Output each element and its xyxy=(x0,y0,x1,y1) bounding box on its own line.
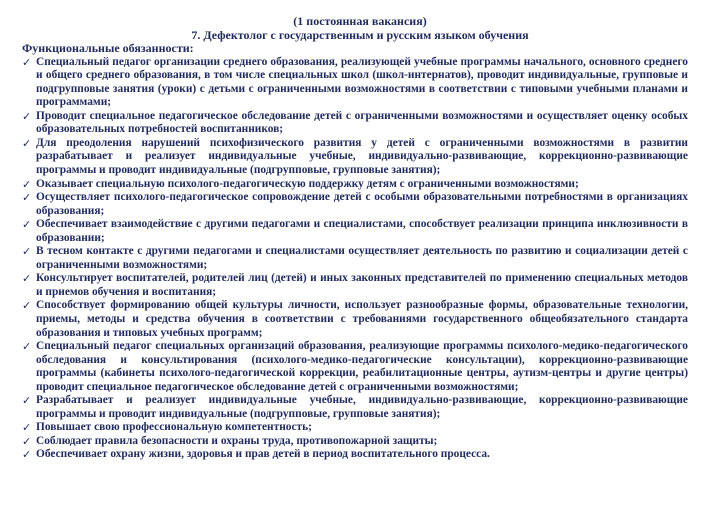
duties-list xyxy=(0,56,720,462)
duty-item xyxy=(22,448,688,462)
duty-text: Осуществляет психолого-педагогическое сопровождение детей с особыми образовательными потребностями в организациях образования; xyxy=(36,191,688,217)
section-title: Функциональные обязанности: xyxy=(22,41,194,55)
position-title: 7. Дефектолог с государственным и русским языком обучения xyxy=(191,28,529,42)
duty-text: Повышает свою профессиональную компетентность; xyxy=(36,421,312,434)
check-mark-icon: ✓ xyxy=(22,448,32,462)
duty-text: Оказывает специальную психолого-педагогическую поддержку детям с ограниченными возможностями; xyxy=(36,177,579,190)
check-mark-icon: ✓ xyxy=(22,136,32,150)
duty-item xyxy=(22,109,688,137)
duty-text: Специальный педагог организации среднего образования, реализующей учебные программы начального, основного среднего и общего среднего образования, в том числе специальных школ (школ-интернатов), проводит индивидуальные, групповые и подгрупповые занятия (уроки) с детьми с ограниченными возможностями в соответствии с типовыми учебными планами и программами; xyxy=(36,55,688,109)
check-mark-icon: ✓ xyxy=(22,340,32,354)
check-mark-icon: ✓ xyxy=(22,434,32,448)
duty-text: В тесном контакте с другими педагогами и специалистами осуществляет деятельность по развитию и социализации детей с ограниченными возможностями; xyxy=(36,245,688,271)
duty-item xyxy=(22,191,688,218)
check-mark-icon: ✓ xyxy=(22,109,32,123)
duty-item xyxy=(22,394,688,421)
check-mark-icon: ✓ xyxy=(22,245,32,259)
duty-text: Способствует формированию общей культуры личности, использует разнообразные формы, образовательные технологии, приемы, методы и средства обучения в соответствии с требованиями государственного общеобязательного стандарта образования и типовых учебных программ; xyxy=(36,299,688,339)
duty-item xyxy=(22,218,688,245)
check-mark-icon: ✓ xyxy=(22,55,32,69)
duty-text: Обеспечивает взаимодействие с другими педагогами и специалистами, способствует реализации принципа инклюзивности в образовании; xyxy=(36,218,688,244)
duty-item xyxy=(22,55,688,110)
duty-item xyxy=(22,421,688,435)
check-mark-icon: ✓ xyxy=(22,272,32,286)
duty-text: Специальный педагог специальных организаций образования, реализующие программы психолого-медико-педагогического обследования и консультирования (психолого-медико-педагогические консультации), коррекционно-развивающие программы (кабинеты психолого-педагогической коррекции, реабилитационные центры, аутизм-центры и другие центры) проводит специальное педагогическое обследование детей с ограниченными возможностями; xyxy=(36,340,688,393)
check-mark-icon: ✓ xyxy=(22,177,32,191)
check-mark-icon: ✓ xyxy=(22,299,32,313)
vacancy-count: (1 постоянная вакансия) xyxy=(293,14,427,28)
check-mark-icon: ✓ xyxy=(22,218,32,232)
duty-text: Консультирует воспитателей, родителей лиц (детей) и иных законных представителей по применению специальных методов и приемов обучения и воспитания; xyxy=(36,272,688,298)
duty-item xyxy=(22,177,688,192)
duty-item xyxy=(22,245,688,272)
duty-text: Для преодоления нарушений психофизического развития у детей с ограниченными возможностями в развитии разрабатывает и реализует индивидуальные учебные, индивидуально-развивающие, коррекционно-развивающие программы и проводит индивидуальные (подгрупповые, групповые занятия); xyxy=(36,136,688,176)
duty-item xyxy=(22,434,688,449)
duty-text: Обеспечивает охрану жизни, здоровья и прав детей в период воспитательного процесса. xyxy=(36,448,490,461)
duty-text: Проводит специальное педагогическое обследование детей с ограниченными возможностями и осуществляет оценку особых образовательных потребностей воспитанников; xyxy=(36,109,688,136)
check-mark-icon: ✓ xyxy=(22,421,32,435)
duty-item xyxy=(22,272,688,299)
vacancy-header xyxy=(0,0,720,42)
check-mark-icon: ✓ xyxy=(22,394,32,408)
duty-text: Разрабатывает и реализует индивидуальные учебные, индивидуально-развивающие, коррекционно-развивающие программы и проводит индивидуальные (подгрупповые, групповые занятия); xyxy=(36,394,688,420)
duty-item xyxy=(22,136,688,178)
duty-item xyxy=(22,340,688,394)
check-mark-icon: ✓ xyxy=(22,191,32,205)
duty-item xyxy=(22,299,688,340)
duty-text: Соблюдает правила безопасности и охраны труда, противопожарной защиты; xyxy=(36,434,438,447)
